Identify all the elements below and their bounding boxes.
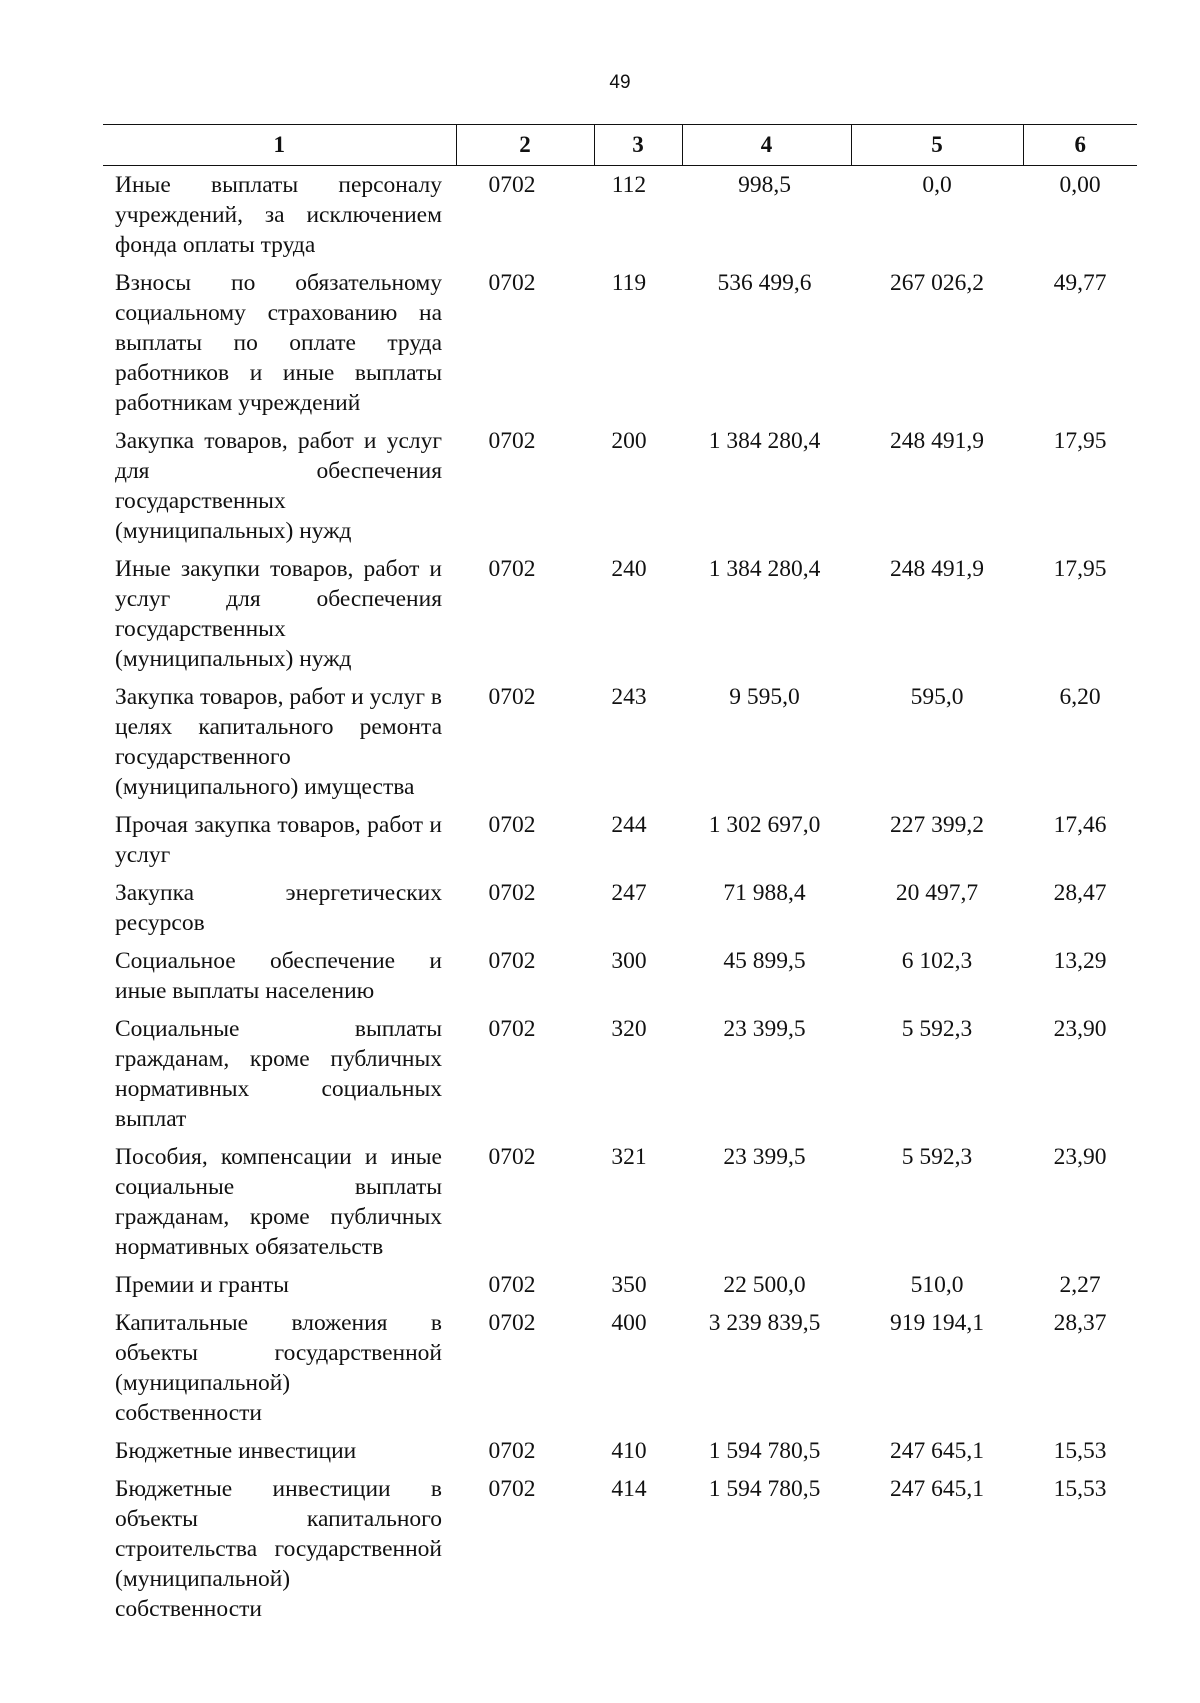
column-header: 6 (1023, 125, 1137, 166)
executed-amount: 247 645,1 (890, 1476, 984, 1502)
executed-amount: 510,0 (910, 1272, 964, 1298)
row-label: Бюджетные инвестиции (115, 1438, 357, 1464)
execution-percent: 49,77 (1053, 270, 1107, 296)
section-code: 0702 (488, 428, 536, 454)
section-code: 0702 (488, 1016, 536, 1042)
planned-amount: 998,5 (738, 172, 791, 198)
section-code: 0702 (488, 684, 536, 710)
planned-amount: 23 399,5 (723, 1016, 806, 1042)
planned-amount: 1 594 780,5 (708, 1476, 821, 1502)
expense-type-code: 200 (611, 428, 647, 454)
executed-amount: 595,0 (910, 684, 964, 710)
section-code: 0702 (488, 1438, 536, 1464)
expense-type-code: 244 (611, 812, 647, 838)
table-row (103, 1308, 1137, 1436)
expense-type-code: 247 (611, 880, 647, 906)
planned-amount: 536 499,6 (717, 270, 812, 296)
executed-amount: 20 497,7 (895, 880, 979, 906)
executed-amount: 5 592,3 (901, 1144, 973, 1170)
table-row (103, 1142, 1137, 1270)
executed-amount: 248 491,9 (890, 428, 984, 454)
execution-percent: 23,90 (1053, 1144, 1107, 1170)
table-row (103, 268, 1137, 426)
section-code: 0702 (488, 270, 536, 296)
table-row (103, 1014, 1137, 1142)
column-header: 3 (594, 125, 682, 166)
row-label: Социальные выплаты гражданам, кроме публичных нормативных социальных выплат (115, 1016, 442, 1132)
row-label: Социальное обеспечение и иные выплаты населению (115, 948, 442, 1004)
row-label: Прочая закупка товаров, работ и услуг (115, 812, 442, 868)
table-row (103, 1474, 1137, 1632)
execution-percent: 17,95 (1053, 556, 1107, 582)
row-label: Закупка энергетических ресурсов (115, 880, 442, 936)
planned-amount: 22 500,0 (723, 1272, 806, 1298)
row-label: Закупка товаров, работ и услуг для обеспечения государственных (муниципальных) нужд (115, 428, 442, 544)
executed-amount: 267 026,2 (890, 270, 984, 296)
row-label: Взносы по обязательному социальному страхованию на выплаты по оплате труда работников и иные выплаты работникам учреждений (115, 270, 442, 416)
table-header-row (103, 125, 1137, 166)
expense-type-code: 321 (611, 1144, 647, 1170)
table-row (103, 878, 1137, 946)
expense-type-code: 300 (611, 948, 647, 974)
table-row (103, 946, 1137, 1014)
execution-percent: 6,20 (1059, 684, 1101, 710)
expense-type-code: 320 (611, 1016, 647, 1042)
expense-type-code: 240 (611, 556, 647, 582)
executed-amount: 247 645,1 (890, 1438, 984, 1464)
executed-amount: 0,0 (922, 172, 952, 198)
planned-amount: 1 384 280,4 (708, 428, 821, 454)
planned-amount: 1 302 697,0 (708, 812, 821, 838)
execution-percent: 2,27 (1059, 1272, 1101, 1298)
table-row (103, 1270, 1137, 1308)
planned-amount: 1 594 780,5 (708, 1438, 821, 1464)
section-code: 0702 (488, 812, 536, 838)
budget-table (103, 124, 1137, 1632)
execution-percent: 15,53 (1053, 1476, 1107, 1502)
section-code: 0702 (488, 880, 536, 906)
executed-amount: 919 194,1 (890, 1310, 984, 1336)
planned-amount: 23 399,5 (723, 1144, 806, 1170)
row-label: Капитальные вложения в объекты государственной (муниципальной) собственности (115, 1310, 442, 1426)
executed-amount: 5 592,3 (901, 1016, 973, 1042)
column-header: 4 (682, 125, 851, 166)
expense-type-code: 243 (611, 684, 647, 710)
execution-percent: 0,00 (1059, 172, 1101, 198)
expense-type-code: 410 (611, 1438, 647, 1464)
column-header: 2 (456, 125, 594, 166)
table-row (103, 554, 1137, 682)
planned-amount: 1 384 280,4 (708, 556, 821, 582)
row-label: Бюджетные инвестиции в объекты капитального строительства государственной (муниципальной) собственности (115, 1476, 442, 1622)
expense-type-code: 400 (611, 1310, 647, 1336)
section-code: 0702 (488, 1310, 536, 1336)
row-label: Пособия, компенсации и иные социальные выплаты гражданам, кроме публичных нормативных обязательств (115, 1144, 442, 1260)
page-number: 49 (609, 72, 631, 93)
column-header: 1 (103, 125, 456, 166)
section-code: 0702 (488, 1272, 536, 1298)
table-row (103, 682, 1137, 810)
table-row (103, 810, 1137, 878)
execution-percent: 28,47 (1053, 880, 1107, 906)
execution-percent: 17,95 (1053, 428, 1107, 454)
table-row (103, 166, 1137, 269)
execution-percent: 17,46 (1053, 812, 1107, 838)
column-header: 5 (851, 125, 1023, 166)
row-label: Иные выплаты персоналу учреждений, за исключением фонда оплаты труда (115, 172, 442, 258)
expense-type-code: 112 (611, 172, 647, 198)
expense-type-code: 414 (611, 1476, 647, 1502)
row-label: Иные закупки товаров, работ и услуг для обеспечения государственных (муниципальных) нужд (115, 556, 442, 672)
table-row (103, 1436, 1137, 1474)
row-label: Закупка товаров, работ и услуг в целях капитального ремонта государственного (муниципального) имущества (115, 684, 442, 800)
planned-amount: 9 595,0 (729, 684, 800, 710)
section-code: 0702 (488, 1144, 536, 1170)
section-code: 0702 (488, 172, 536, 198)
section-code: 0702 (488, 556, 536, 582)
section-code: 0702 (488, 1476, 536, 1502)
execution-percent: 23,90 (1053, 1016, 1107, 1042)
expense-type-code: 119 (611, 270, 647, 296)
executed-amount: 227 399,2 (890, 812, 984, 838)
table-row (103, 426, 1137, 554)
section-code: 0702 (488, 948, 536, 974)
planned-amount: 71 988,4 (723, 880, 806, 906)
row-label: Премии и гранты (115, 1272, 289, 1298)
execution-percent: 15,53 (1053, 1438, 1107, 1464)
executed-amount: 248 491,9 (890, 556, 984, 582)
planned-amount: 3 239 839,5 (708, 1310, 821, 1336)
executed-amount: 6 102,3 (901, 948, 973, 974)
planned-amount: 45 899,5 (723, 948, 806, 974)
expense-type-code: 350 (611, 1272, 647, 1298)
execution-percent: 13,29 (1053, 948, 1107, 974)
execution-percent: 28,37 (1053, 1310, 1107, 1336)
